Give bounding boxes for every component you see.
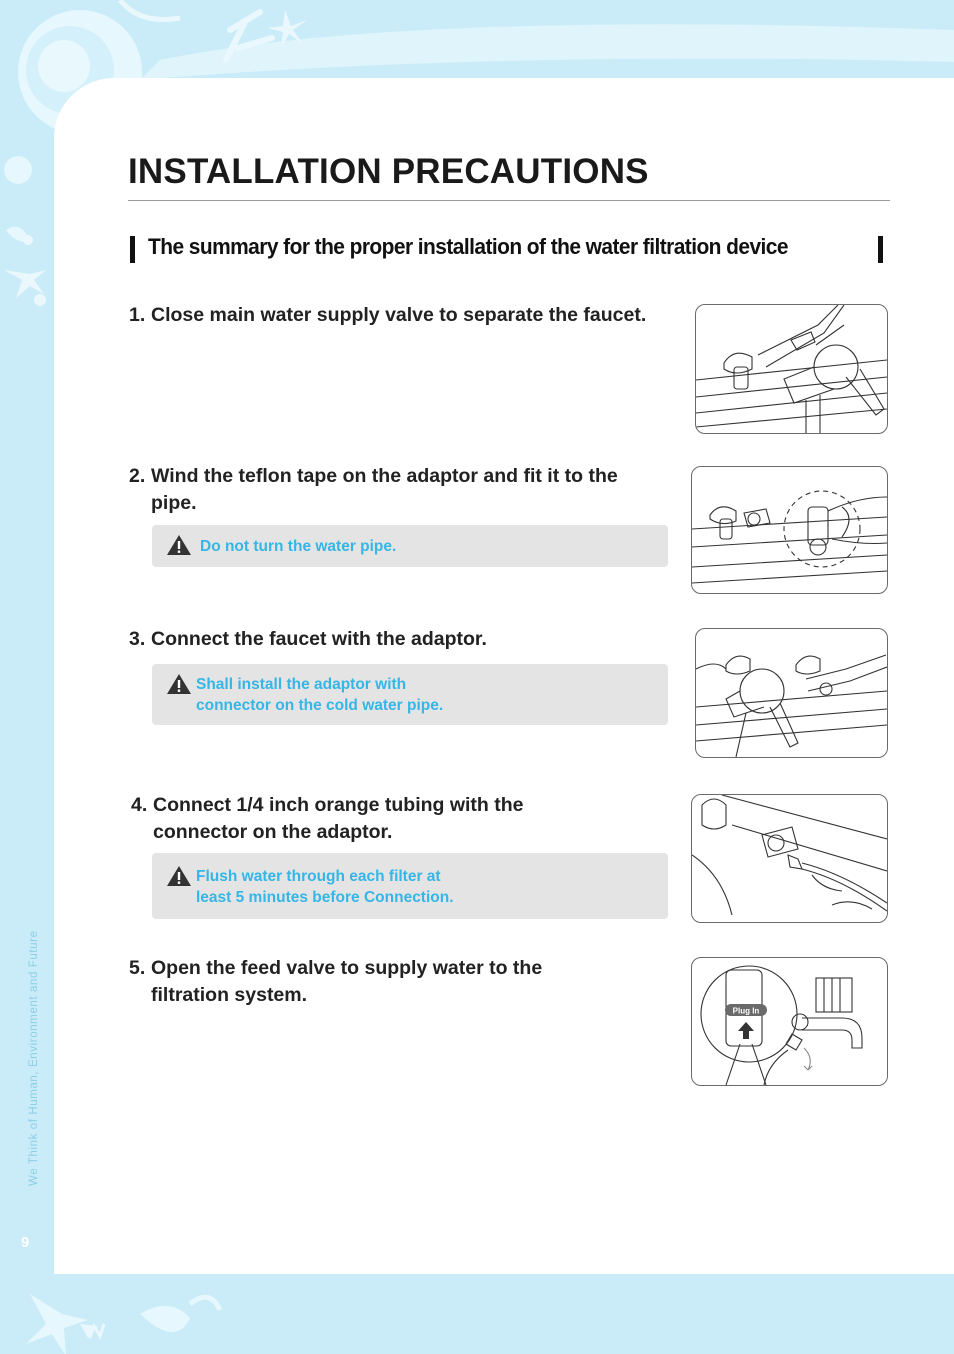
step-4-text <box>131 792 691 846</box>
step-line: Connect the faucet with the adaptor. <box>151 628 487 650</box>
step-line: filtration system. <box>151 984 308 1006</box>
step-2-warning <box>152 525 668 567</box>
warning-triangle-icon <box>166 673 192 695</box>
step-line: Wind the teflon tape on the adaptor and fit it to the <box>151 465 618 487</box>
warning-line: connector on the cold water pipe. <box>196 697 444 714</box>
section-subtitle: The summary for the proper installation of the water filtration device <box>148 234 788 259</box>
step-3-illustration <box>695 628 888 758</box>
step-number: 5. <box>129 957 146 979</box>
step-number: 3. <box>129 628 146 650</box>
warning-line: least 5 minutes before Connection. <box>196 889 454 906</box>
step-2-illustration <box>691 466 888 594</box>
step-line: Close main water supply valve to separate the faucet. <box>151 304 647 326</box>
step-line: Connect 1/4 inch orange tubing with the <box>153 794 524 816</box>
step-4-illustration <box>691 794 888 923</box>
warning-triangle-icon <box>166 534 192 556</box>
subtitle-bar-left <box>130 236 135 263</box>
step-3-warning <box>152 664 668 725</box>
step-5-text <box>129 955 689 1009</box>
warning-triangle-icon <box>166 865 192 887</box>
step-1-illustration <box>695 304 888 434</box>
subtitle-bar-right <box>878 236 883 263</box>
step-5-illustration <box>691 957 888 1086</box>
plug-in-label: Plug In <box>732 1006 760 1016</box>
step-number: 1. <box>129 304 146 326</box>
step-4-warning <box>152 853 668 919</box>
step-2-text <box>129 463 689 517</box>
warning-line: Shall install the adaptor with <box>196 676 407 693</box>
step-3-text <box>129 626 689 653</box>
step-line: pipe. <box>151 492 197 514</box>
background-decoration-left <box>0 0 54 1354</box>
page-title: INSTALLATION PRECAUTIONS <box>128 152 649 191</box>
warning-line: Do not turn the water pipe. <box>200 538 397 555</box>
step-1-text <box>129 302 689 329</box>
step-line: connector on the adaptor. <box>153 821 393 843</box>
step-number: 4. <box>131 794 148 816</box>
warning-line: Flush water through each filter at <box>196 868 441 885</box>
step-number: 2. <box>129 465 146 487</box>
title-divider <box>128 200 890 201</box>
background-decoration-bottom <box>0 1274 954 1354</box>
sidebar-tagline: We Think of Human, Environment and Future <box>28 930 40 1186</box>
page-number: 9 <box>21 1234 30 1251</box>
step-line: Open the feed valve to supply water to the <box>151 957 543 979</box>
